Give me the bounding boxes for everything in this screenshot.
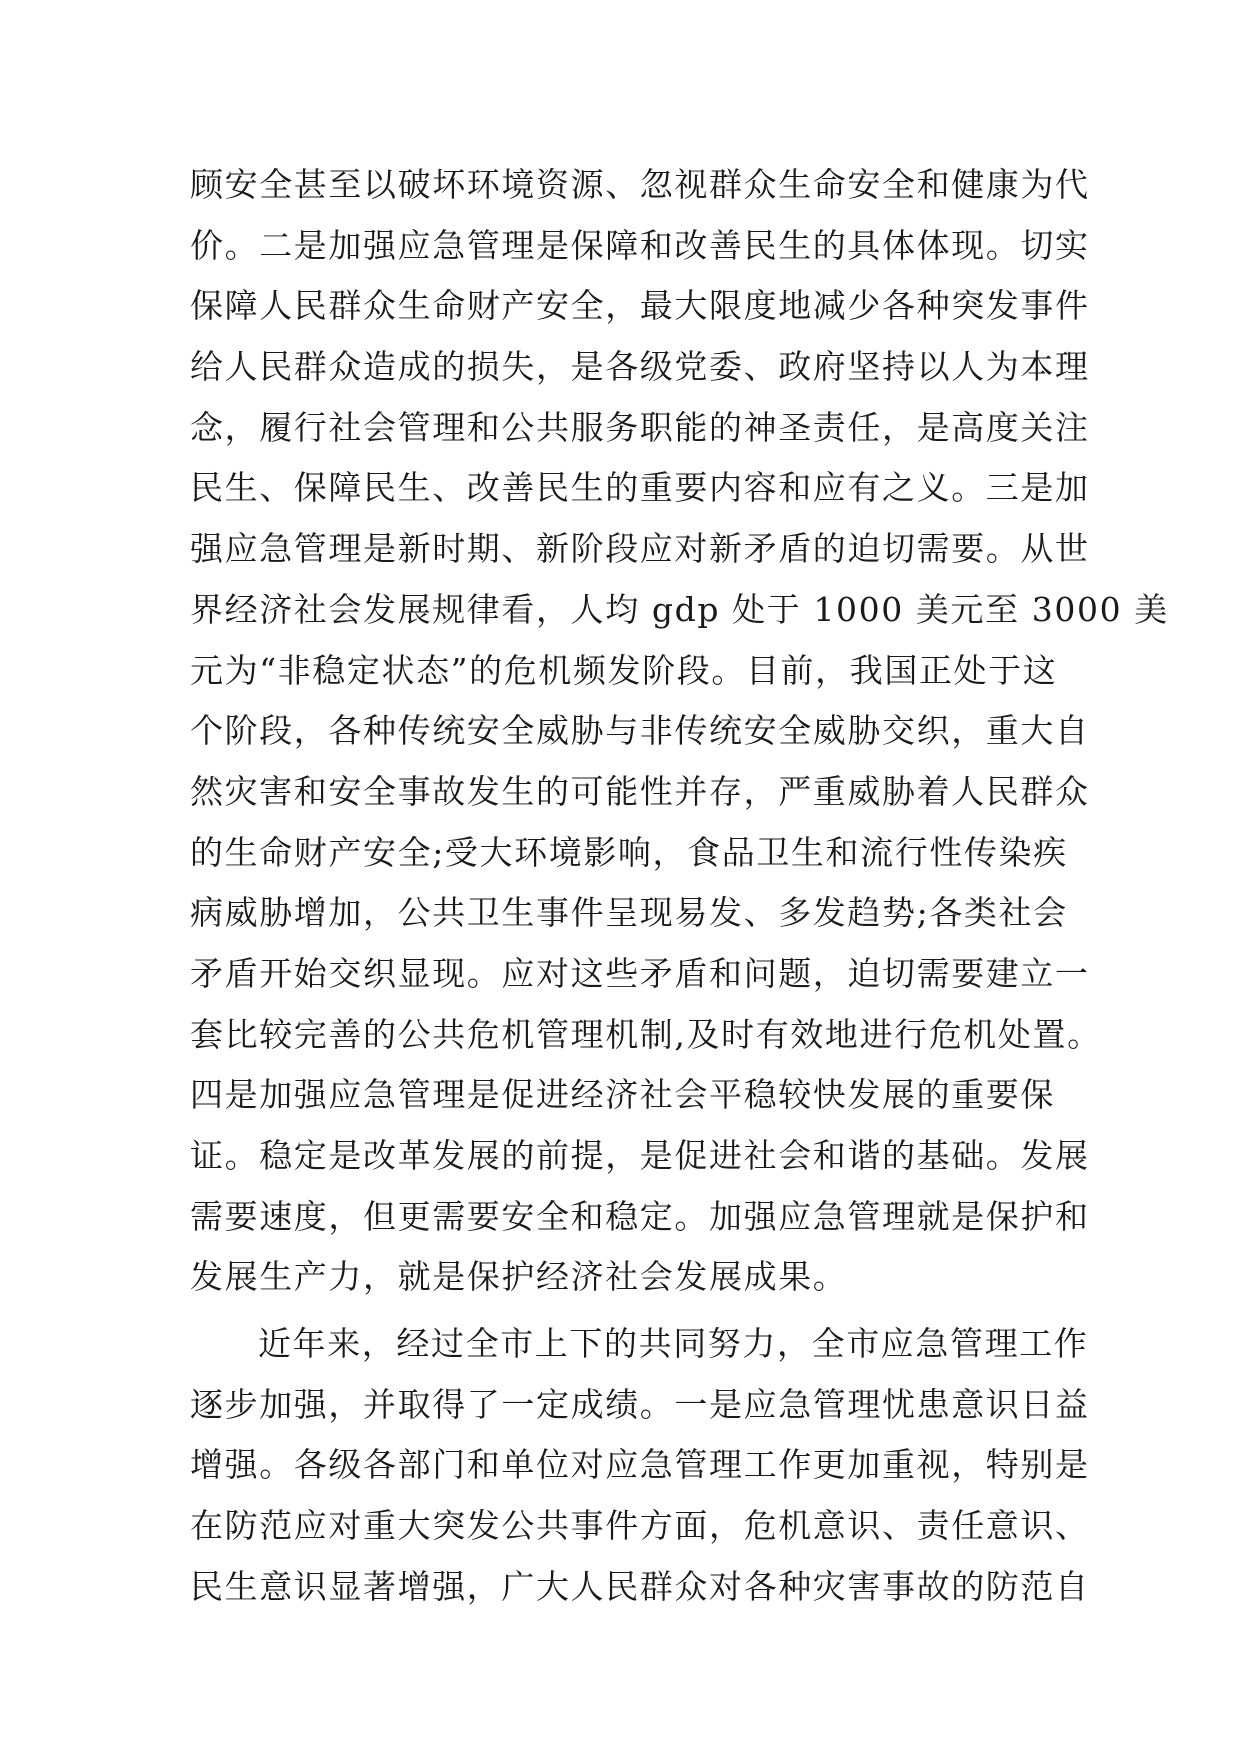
text-line: 给人民群众造成的损失，是各级党委、政府坚持以人为本理 — [190, 347, 1090, 387]
text-line: 元为“非稳定状态”的危机频发阶段。目前，我国正处于这 — [190, 650, 1058, 690]
text-line: 民生意识显著增强，广大人民群众对各种灾害事故的防范自 — [190, 1566, 1090, 1606]
text-line: 念，履行社会管理和公共服务职能的神圣责任，是高度关注 — [190, 407, 1090, 447]
text-line: 的生命财产安全;受大环境影响，食品卫生和流行性传染疾 — [190, 832, 1068, 872]
text-line: 套比较完善的公共危机管理机制,及时有效地进行危机处置。 — [190, 1014, 1102, 1054]
text-line: 价。二是加强应急管理是保障和改善民生的具体体现。切实 — [190, 225, 1090, 265]
text-line: 顾安全甚至以破坏环境资源、忽视群众生命安全和健康为代 — [190, 165, 1090, 204]
paragraph-2 — [190, 1314, 1090, 1617]
text-line-indented: 近年来，经过全市上下的共同努力，全市应急管理工作 — [258, 1324, 1089, 1364]
text-line: 强应急管理是新时期、新阶段应对新矛盾的迫切需要。从世 — [190, 529, 1090, 569]
text-line: 保障人民群众生命财产安全，最大限度地减少各种突发事件 — [190, 286, 1090, 326]
text-line: 增强。各级各部门和单位对应急管理工作更加重视，特别是 — [190, 1445, 1090, 1485]
text-line: 病威胁增加，公共卫生事件呈现易发、多发趋势;各类社会 — [190, 893, 1068, 933]
text-line: 然灾害和安全事故发生的可能性并存，严重威胁着人民群众 — [190, 771, 1090, 811]
body-text — [190, 155, 1169, 1618]
text-line: 界经济社会发展规律看，人均 gdp 处于 1000 美元至 3000 美 — [190, 589, 1169, 629]
text-line: 逐步加强，并取得了一定成绩。一是应急管理忧患意识日益 — [190, 1384, 1090, 1424]
text-line: 需要速度，但更需要安全和稳定。加强应急管理就是保护和 — [190, 1196, 1090, 1236]
text-line: 个阶段，各种传统安全威胁与非传统安全威胁交织，重大自 — [190, 711, 1090, 751]
text-line: 民生、保障民生、改善民生的重要内容和应有之义。三是加 — [190, 468, 1090, 508]
paragraph-1 — [190, 155, 1169, 1308]
text-line: 证。稳定是改革发展的前提，是促进社会和谐的基础。发展 — [190, 1136, 1090, 1175]
text-line: 发展生产力，就是保护经济社会发展成果。 — [190, 1257, 848, 1297]
text-line: 四是加强应急管理是促进经济社会平稳较快发展的重要保 — [190, 1075, 1055, 1115]
text-line: 在防范应对重大突发公共事件方面，危机意识、责任意识、 — [190, 1506, 1090, 1546]
text-line: 矛盾开始交织显现。应对这些矛盾和问题，迫切需要建立一 — [190, 953, 1090, 993]
